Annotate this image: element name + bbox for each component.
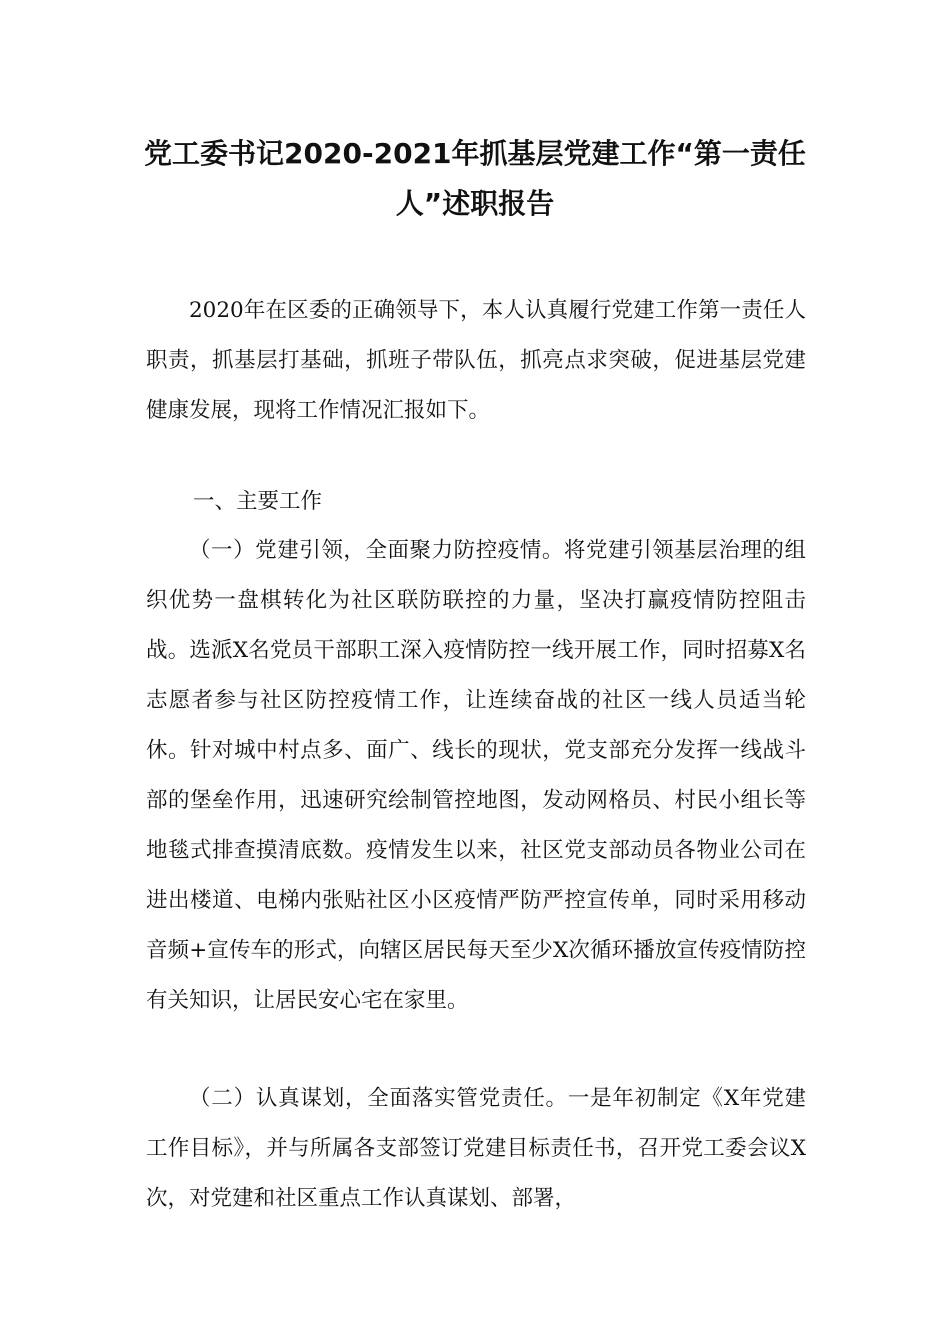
section-heading: 一、主要工作 — [193, 489, 323, 514]
document-title: 党工委书记2020-2021年抓基层党建工作“第一责任人”述职报告 — [144, 137, 806, 220]
body-paragraph-2: （二）认真谋划，全面落实管党责任。一是年初制定《X年党建工作目标》，并与所属各支部签订党建目标责任书，召开党工委会议X次，对党建和社区重点工作认真谋划、部署， — [146, 1086, 806, 1211]
intro-paragraph: 2020年在区委的正确领导下，本人认真履行党建工作第一责任人职责，抓基层打基础，抓班子带队伍，抓亮点求突破，促进基层党建健康发展，现将工作情况汇报如下。 — [146, 298, 806, 423]
body-paragraph-1: （一）党建引领，全面聚力防控疫情。将党建引领基层治理的组织优势一盘棋转化为社区联防联控的力量，坚决打赢疫情防控阻击战。选派X名党员干部职工深入疫情防控一线开展工作，同时招募X名志愿者参与社区防控疫情工作，让连续奋战的社区一线人员适当轮休。针对城中村点多、面广、线长的现状，党支部充分发挥一线战斗部的堡垒作用，迅速研究绘制管控地图，发动网格员、村民小组长等地毯式排查摸清底数。疫情发生以来，社区党支部动员各物业公司在进出楼道、电梯内张贴社区小区疫情严防严控宣传单，同时采用移动音频+宣传车的形式，向辖区居民每天至少X次循环播放宣传疫情防控有关知识，让居民安心宅在家里。 — [146, 538, 806, 1013]
